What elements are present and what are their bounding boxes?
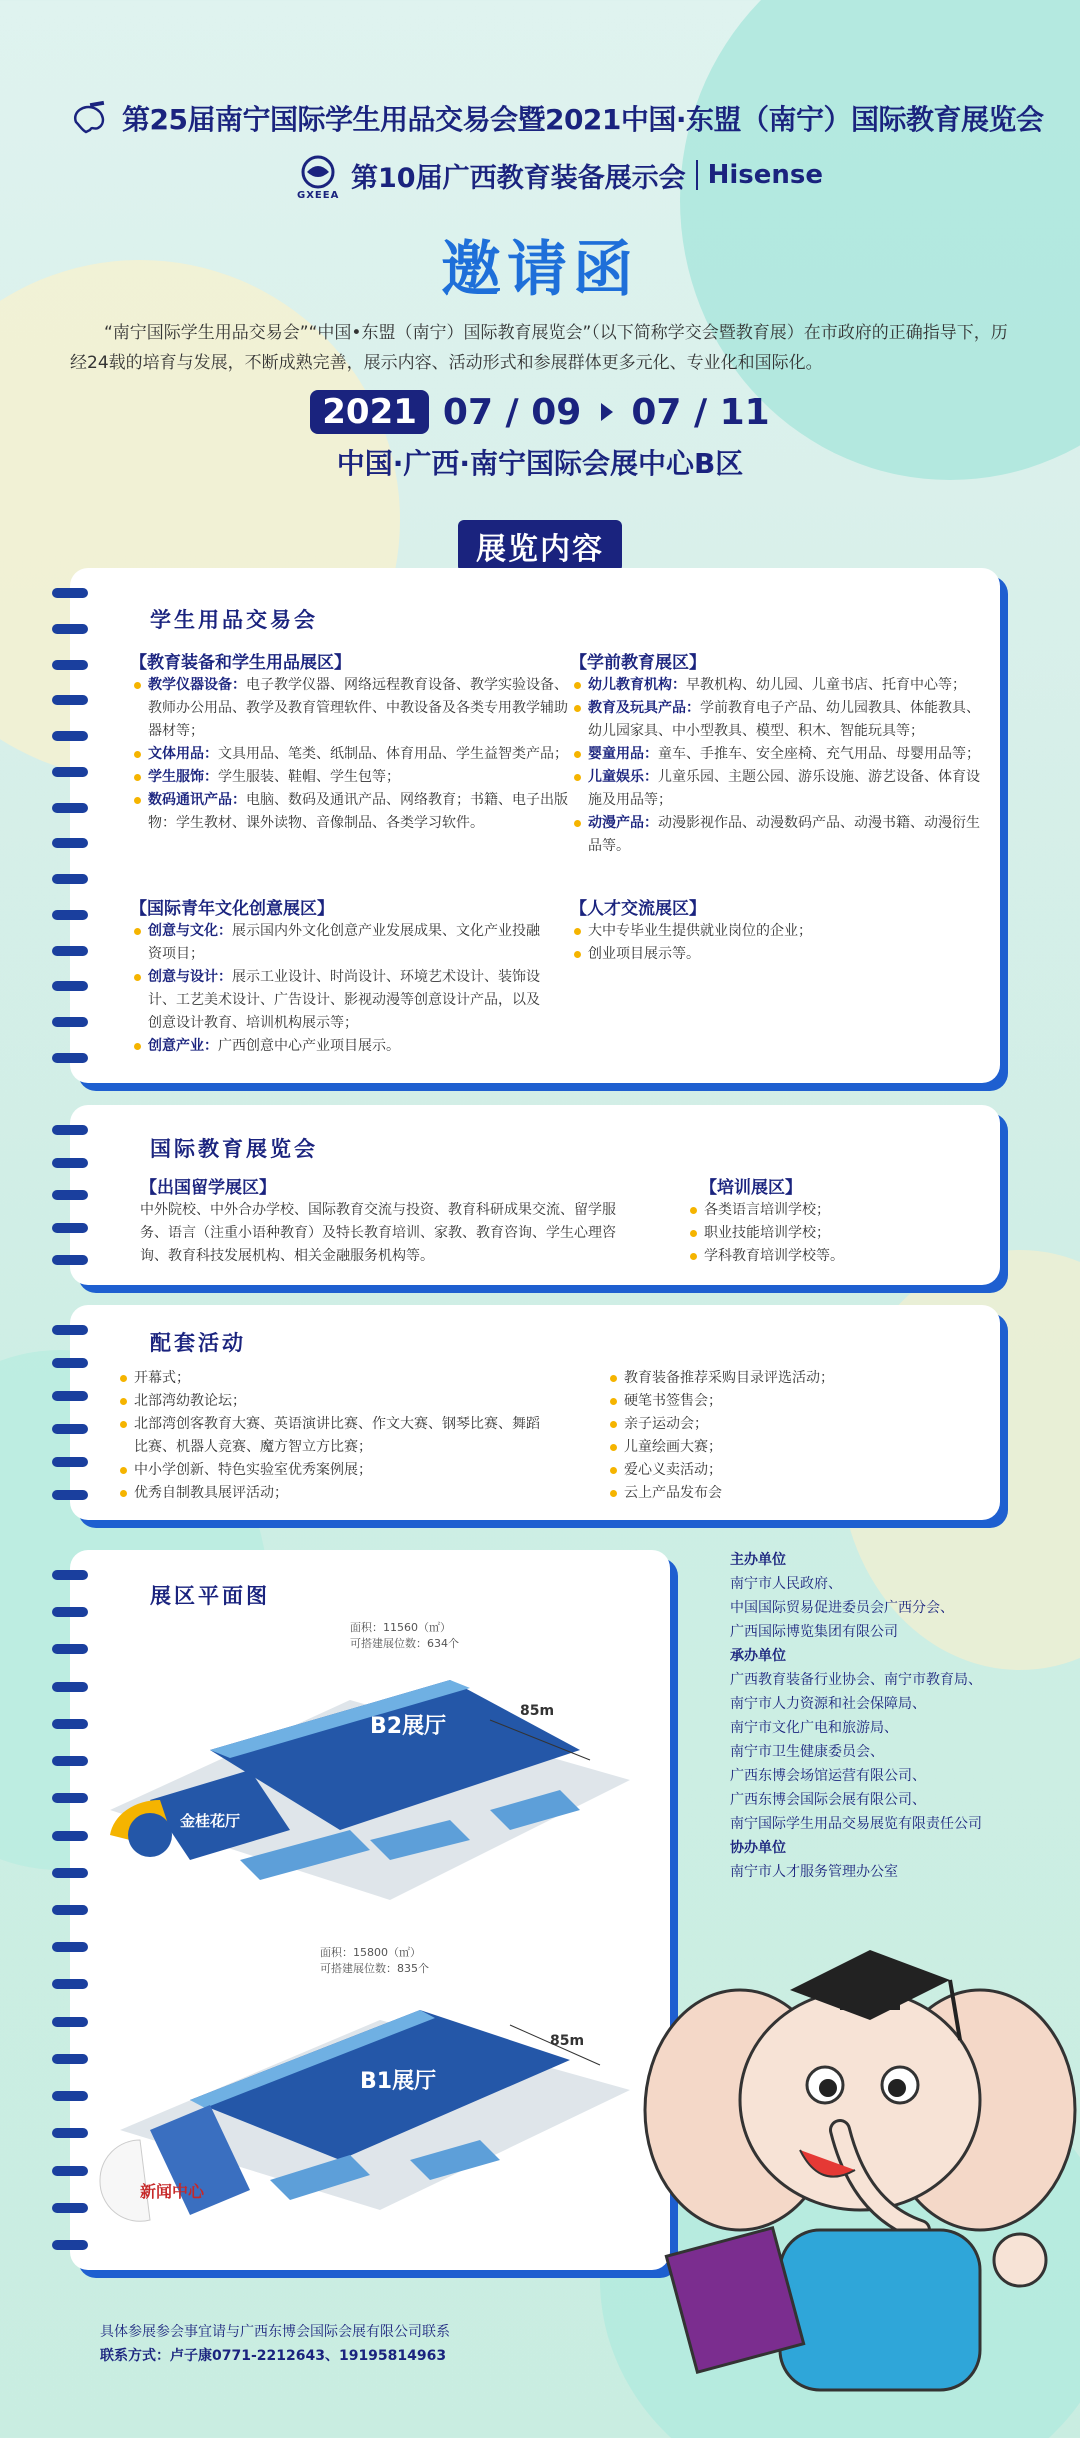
binder-ring bbox=[52, 2166, 88, 2176]
item-text: 电脑、数码及通讯产品、网络教育；书籍、电子出版物：学生教材、课外读物、音像制品、各类学习软件。 bbox=[148, 792, 568, 831]
binder-rings bbox=[52, 1125, 92, 1265]
item-text: 电子教学仪器、网络远程教育设备、教学实验设备、教师办公用品、教学及教育管理软件、中教设备及各类专用教学辅助器材等； bbox=[148, 677, 568, 739]
binder-ring bbox=[52, 2091, 88, 2101]
binder-ring bbox=[52, 1868, 88, 1878]
binder-ring bbox=[52, 1756, 88, 1766]
activities-right-list bbox=[610, 1367, 980, 1505]
binder-ring bbox=[52, 1942, 88, 1952]
binder-ring bbox=[52, 1358, 88, 1368]
binder-ring bbox=[52, 1682, 88, 1692]
list-item: 开幕式； bbox=[120, 1367, 540, 1390]
binder-ring bbox=[52, 1570, 88, 1580]
item-label: 数码通讯产品： bbox=[148, 792, 246, 808]
zone-edu-equipment-title: 【教育装备和学生用品展区】 bbox=[130, 653, 351, 673]
floor-plan-card bbox=[70, 1550, 670, 2270]
assist-heading: 协办单位 bbox=[730, 1840, 786, 1856]
section-heading-wrap bbox=[0, 520, 1080, 572]
undertake-line: 广西东博会国际会展有限公司、 bbox=[730, 1792, 926, 1808]
item-label: 教学仪器设备： bbox=[148, 677, 246, 693]
list-item bbox=[574, 743, 984, 766]
binder-ring bbox=[52, 1017, 88, 1027]
zone-youth-culture-list bbox=[134, 920, 544, 1058]
item-text: 学生服装、鞋帽、学生包等； bbox=[218, 769, 400, 785]
card1-title-text: 学生用品交易会 bbox=[150, 608, 318, 632]
main-title: 第25届南宁国际学生用品交易会暨2021中国·东盟（南宁）国际教育展览会 bbox=[122, 103, 1044, 136]
card3-title-text: 配套活动 bbox=[150, 1331, 246, 1355]
contact-info bbox=[100, 2320, 450, 2368]
binder-ring bbox=[52, 1223, 88, 1233]
binder-rings bbox=[52, 588, 92, 1063]
year-badge: 2021 bbox=[310, 390, 429, 434]
intro-paragraph: “南宁国际学生用品交易会”“中国•东盟（南宁）国际教育展览会”（以下简称学交会暨教育展）在市政府的正确指导下，历经24载的培育与发展，不断成熟完善，展示内容、活动形式和参展群体更多元化、专业化和国际化。 bbox=[70, 323, 1008, 373]
card2-title-text: 国际教育展览会 bbox=[150, 1137, 318, 1161]
binder-ring bbox=[52, 2017, 88, 2027]
item-label: 学生服饰： bbox=[148, 769, 218, 785]
card-intl-education bbox=[70, 1105, 1000, 1285]
b1-booths: 可搭建展位数：835个 bbox=[320, 1962, 429, 1975]
binder-ring bbox=[52, 1644, 88, 1654]
item-label: 创意与设计： bbox=[148, 969, 232, 985]
b2-side-hall: 金桂花厅 bbox=[180, 1812, 241, 1830]
card-activities bbox=[70, 1305, 1000, 1520]
card3-title bbox=[150, 1327, 246, 1357]
item-label: 创意与文化： bbox=[148, 923, 232, 939]
list-item: 大中专毕业生提供就业岗位的企业； bbox=[574, 920, 984, 943]
card2-title bbox=[150, 1133, 318, 1163]
b2-hall-name: B2展厅 bbox=[370, 1714, 447, 1739]
list-item: 硬笔书签售会； bbox=[610, 1390, 980, 1413]
list-item bbox=[574, 766, 984, 812]
zone-edu-equipment-list bbox=[134, 674, 574, 835]
binder-ring bbox=[52, 660, 88, 670]
header-subtitle-row bbox=[295, 152, 823, 198]
b1-news-center: 新闻中心 bbox=[140, 2182, 205, 2201]
b1-area: 面积：15800（㎡） bbox=[320, 1946, 421, 1959]
item-text: 学前教育电子产品、幼儿园教具、体能教具、幼儿园家具、中小型教具、模型、积木、智能玩具等； bbox=[588, 700, 980, 739]
item-label: 动漫产品： bbox=[588, 815, 658, 831]
header-title-row bbox=[70, 98, 1050, 138]
item-text: 童车、手推车、安全座椅、充气用品、母婴用品等； bbox=[658, 746, 980, 762]
binder-ring bbox=[52, 874, 88, 884]
zone-talent-title: 【人才交流展区】 bbox=[570, 899, 706, 919]
card1-title bbox=[150, 604, 318, 634]
list-item bbox=[134, 743, 574, 766]
gxeea-caption: GXEEA bbox=[297, 190, 340, 201]
item-text: 展示国内外文化创意产业发展成果、文化产业投融资项目； bbox=[148, 923, 540, 962]
item-text: 广西创意中心产业项目展示。 bbox=[218, 1038, 400, 1054]
binder-ring bbox=[52, 1424, 88, 1434]
list-item: 学科教育培训学校等。 bbox=[690, 1245, 970, 1268]
list-item: 儿童绘画大赛； bbox=[610, 1436, 980, 1459]
undertake-line: 广西东博会场馆运营有限公司、 bbox=[730, 1768, 926, 1784]
item-label: 幼儿教育机构： bbox=[588, 677, 686, 693]
list-item bbox=[134, 674, 574, 743]
binder-ring bbox=[52, 1190, 88, 1200]
organizers bbox=[730, 1548, 1060, 1884]
list-item: 优秀自制教具展评活动； bbox=[120, 1482, 540, 1505]
list-item bbox=[574, 812, 984, 858]
binder-ring bbox=[52, 1793, 88, 1803]
binder-ring bbox=[52, 1325, 88, 1335]
binder-ring bbox=[52, 1125, 88, 1135]
binder-ring bbox=[52, 1607, 88, 1617]
list-item: 各类语言培训学校； bbox=[690, 1199, 970, 1222]
zone-talent-list bbox=[574, 920, 984, 966]
binder-ring bbox=[52, 1255, 88, 1265]
contact-phone: 联系方式：卢子康0771-2212643、19195814963 bbox=[100, 2348, 447, 2364]
item-text: 早教机构、幼儿园、儿童书店、托育中心等； bbox=[686, 677, 966, 693]
binder-ring bbox=[52, 1490, 88, 1500]
undertake-line: 南宁市文化广电和旅游局、 bbox=[730, 1720, 898, 1736]
item-label: 婴童用品： bbox=[588, 746, 658, 762]
binder-ring bbox=[52, 2054, 88, 2064]
item-label: 文体用品： bbox=[148, 746, 218, 762]
binder-ring bbox=[52, 803, 88, 813]
contact-line: 具体参展参会事宜请与广西东博会国际会展有限公司联系 bbox=[100, 2324, 450, 2340]
undertake-line: 南宁市人力资源和社会保障局、 bbox=[730, 1696, 926, 1712]
b1-dimension: 85m bbox=[550, 2033, 585, 2049]
undertake-line: 广西教育装备行业协会、南宁市教育局、 bbox=[730, 1672, 982, 1688]
binder-ring bbox=[52, 2203, 88, 2213]
binder-ring bbox=[52, 838, 88, 848]
zone-preschool-list bbox=[574, 674, 984, 858]
start-date: 07 / 09 bbox=[442, 391, 582, 433]
item-label: 儿童娱乐： bbox=[588, 769, 658, 785]
list-item: 北部湾幼教论坛； bbox=[120, 1390, 540, 1413]
section-heading: 展览内容 bbox=[458, 520, 622, 572]
end-date: 07 / 11 bbox=[631, 391, 770, 433]
list-item bbox=[134, 966, 544, 1035]
assist-line: 南宁市人才服务管理办公室 bbox=[730, 1864, 898, 1880]
list-item bbox=[574, 697, 984, 743]
binder-ring bbox=[52, 1719, 88, 1729]
brand-logo: Hisense bbox=[707, 160, 823, 190]
binder-ring bbox=[52, 1053, 88, 1063]
activities-left-list bbox=[120, 1367, 540, 1505]
elephant-mascot-icon bbox=[640, 1910, 1080, 2430]
binder-ring bbox=[52, 910, 88, 920]
item-label: 教育及玩具产品： bbox=[588, 700, 700, 716]
b1-floor-plan bbox=[90, 1980, 650, 2260]
map-title-text: 展区平面图 bbox=[150, 1584, 270, 1608]
b2-dimension: 85m bbox=[520, 1703, 555, 1719]
invite-title: 邀请函 bbox=[441, 235, 639, 305]
list-item: 亲子运动会； bbox=[610, 1413, 980, 1436]
zone-study-abroad-text: 中外院校、中外合办学校、国际教育交流与投资、教育科研成果交流、留学服务、语言（注重小语种教育）及特长教育培训、家教、教育咨询、学生心理咨询、教育科技发展机构、相关金融服务机构等。 bbox=[140, 1202, 616, 1264]
binder-rings bbox=[52, 1570, 92, 2250]
binder-ring bbox=[52, 731, 88, 741]
b1-hall-name: B1展厅 bbox=[360, 2069, 437, 2094]
b2-floor-plan bbox=[90, 1660, 650, 1920]
binder-ring bbox=[52, 2240, 88, 2250]
item-text: 文具用品、笔类、纸制品、体育用品、学生益智类产品； bbox=[218, 746, 568, 762]
b2-booths: 可搭建展位数：634个 bbox=[350, 1637, 459, 1650]
binder-ring bbox=[52, 695, 88, 705]
elephant-logo-icon bbox=[70, 100, 112, 136]
list-item bbox=[134, 766, 574, 789]
undertake-line: 南宁国际学生用品交易展览有限责任公司 bbox=[730, 1816, 982, 1832]
list-item: 教育装备推荐采购目录评选活动； bbox=[610, 1367, 980, 1390]
zone-youth-culture-title: 【国际青年文化创意展区】 bbox=[130, 899, 334, 919]
item-text: 展示工业设计、时尚设计、环境艺术设计、装饰设计、工艺美术设计、广告设计、影视动漫等创意设计产品，以及创意设计教育、培训机构展示等； bbox=[148, 969, 540, 1031]
arrow-right-icon bbox=[601, 403, 613, 421]
binder-ring bbox=[52, 1905, 88, 1915]
zone-training-title: 【培训展区】 bbox=[700, 1178, 802, 1198]
b2-area: 面积：11560（㎡） bbox=[350, 1621, 451, 1634]
list-item: 云上产品发布会 bbox=[610, 1482, 980, 1505]
binder-ring bbox=[52, 767, 88, 777]
binder-ring bbox=[52, 981, 88, 991]
host-line: 广西国际博览集团有限公司 bbox=[730, 1624, 898, 1640]
list-item bbox=[134, 789, 574, 835]
host-line: 中国国际贸易促进委员会广西分会、 bbox=[730, 1600, 954, 1616]
binder-ring bbox=[52, 624, 88, 634]
binder-ring bbox=[52, 588, 88, 598]
date-row bbox=[0, 390, 1080, 434]
list-item bbox=[134, 1035, 544, 1058]
undertake-line: 南宁市卫生健康委员会、 bbox=[730, 1744, 884, 1760]
binder-ring bbox=[52, 2128, 88, 2138]
undertake-heading: 承办单位 bbox=[730, 1648, 786, 1664]
binder-ring bbox=[52, 946, 88, 956]
list-item: 中小学创新、特色实验室优秀案例展； bbox=[120, 1459, 540, 1482]
zone-training-list bbox=[690, 1199, 970, 1268]
venue: 中国·广西·南宁国际会展中心B区 bbox=[336, 447, 744, 480]
binder-ring bbox=[52, 1831, 88, 1841]
binder-ring bbox=[52, 1158, 88, 1168]
item-label: 创意产业： bbox=[148, 1038, 218, 1054]
map-title bbox=[150, 1580, 270, 1610]
zone-preschool-title: 【学前教育展区】 bbox=[570, 653, 706, 673]
list-item: 创业项目展示等。 bbox=[574, 943, 984, 966]
zone-study-abroad-title: 【出国留学展区】 bbox=[140, 1178, 276, 1198]
binder-ring bbox=[52, 1391, 88, 1401]
card-student-supplies bbox=[70, 568, 1000, 1083]
list-item bbox=[574, 674, 984, 697]
list-item: 职业技能培训学校； bbox=[690, 1222, 970, 1245]
host-line: 南宁市人民政府、 bbox=[730, 1576, 842, 1592]
header-divider bbox=[696, 160, 698, 190]
item-text: 儿童乐园、主题公园、游乐设施、游艺设备、体育设施及用品等； bbox=[588, 769, 980, 808]
list-item: 爱心义卖活动； bbox=[610, 1459, 980, 1482]
item-text: 动漫影视作品、动漫数码产品、动漫书籍、动漫衍生品等。 bbox=[588, 815, 980, 854]
binder-ring bbox=[52, 1979, 88, 1989]
binder-rings bbox=[52, 1325, 92, 1500]
subtitle: 第10届广西教育装备展示会 bbox=[351, 162, 686, 194]
host-heading: 主办单位 bbox=[730, 1552, 786, 1568]
binder-ring bbox=[52, 1457, 88, 1467]
list-item bbox=[134, 920, 544, 966]
list-item: 北部湾创客教育大赛、英语演讲比赛、作文大赛、钢琴比赛、舞蹈比赛、机器人竞赛、魔方智立方比赛； bbox=[120, 1413, 540, 1459]
